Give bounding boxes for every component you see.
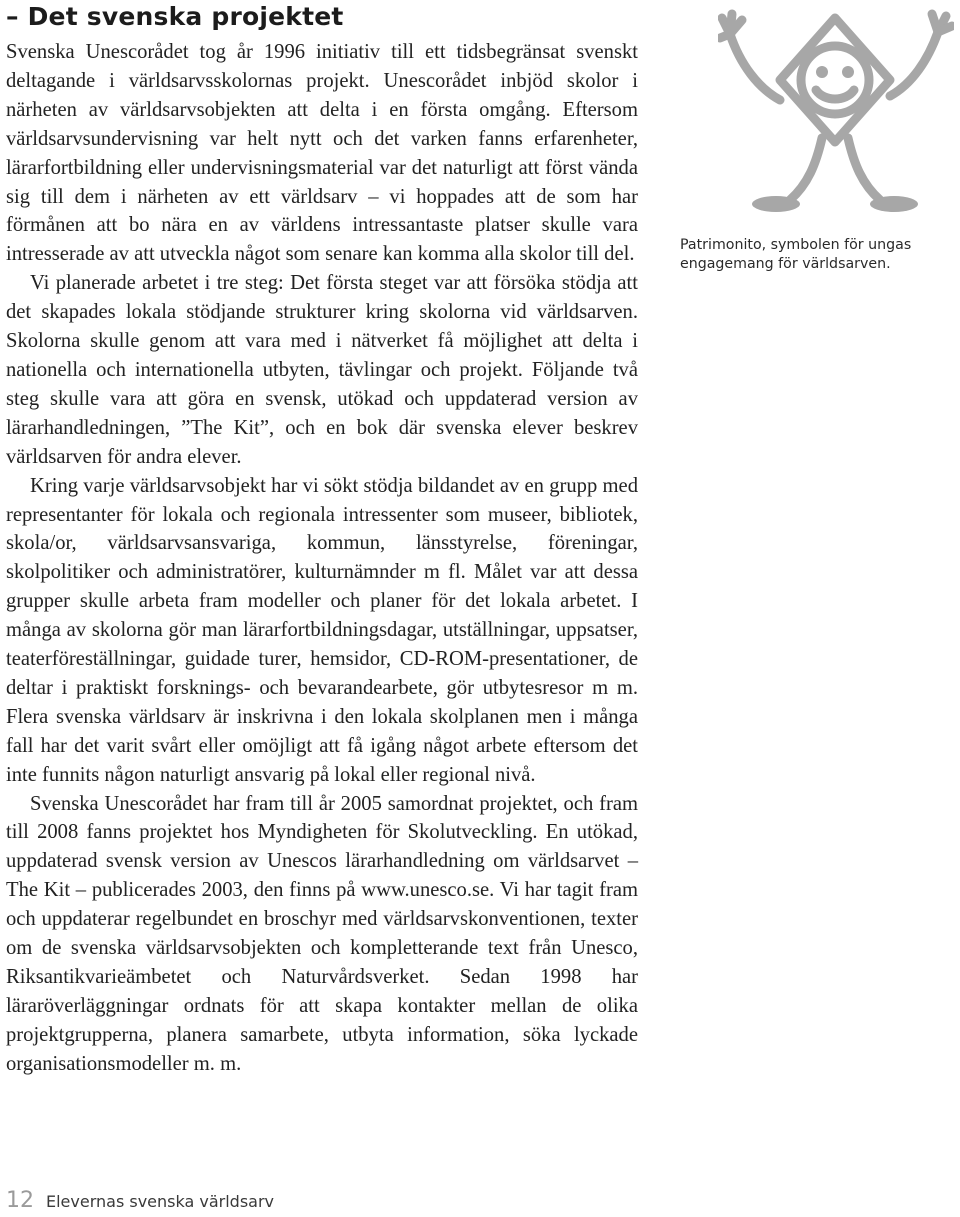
page-number: 12: [6, 1188, 34, 1213]
article-body: [6, 38, 638, 1079]
page-heading: – Det svenska projektet: [6, 2, 344, 31]
paragraph-coordination: Svenska Unescorådet har fram till år 2005 samordnat projektet, och fram till 2008 fanns projektet hos Myndigheten för Skolutveckling. En utökad, uppdaterad svensk version av Unescos lärarhandledning om världsarvet – The Kit – publicerades 2003, den finns på www.unesco.se. Vi har tagit fram och uppdaterar regelbundet en broschyr med världsarvskonventionen, texter om de svenska världsarvsobjekten och kompletterande text från Unesco, Riksantikvarieämbetet och Naturvårdsverket. Sedan 1998 har läraröverläggningar ordnats för att skapa kontakter mellan de olika projektgrupperna, planera samarbete, utbyta information, söka lyckade organisationsmodeller m. m.: [6, 792, 638, 1075]
publication-title: Elevernas svenska världsarv: [46, 1192, 275, 1211]
page-footer: [6, 1188, 274, 1216]
paragraph-groups: Kring varje världsarvsobjekt har vi sökt stödja bildandet av en grupp med representanter för lokala och regionala intressenter som museer, bibliotek, skola/or, världsarvsansvariga, kommun, länsstyrelse, föreningar, skolpolitiker och administratörer, kulturnämnder m fl. Målet var att dessa grupper skulle arbeta fram modeller och planer för det lokala arbetet. I många av skolorna gör man lärarfortbildningsdagar, utställningar, uppsatser, teaterföreställningar, guidade turer, hemsidor, CD-ROM-presentationer, de deltar i praktiskt forsknings- och bevarandearbete, gör utbytesresor m m. Flera svenska världsarv är inskrivna i den lokala skolplanen men i många fall har det varit svårt eller omöjligt att få igång något arbete eftersom det inte funnits någon naturligt ansvarig på lokal eller regional nivå.: [6, 474, 638, 786]
illustration-caption: Patrimonito, symbolen för ungas engagemang för världsarven.: [680, 237, 912, 272]
paragraph-plan: Vi planerade arbetet i tre steg: Det första steget var att försöka stödja att det skapades lokala stödjande strukturer kring skolorna vid världsarven. Skolorna skulle genom att vara med i nätverket få möjlighet att delta i nationella och internationella utbyten, tävlingar och projekt. Följande två steg skulle vara att göra en svensk, utökad och uppdaterad version av lärarhandledningen, ”The Kit”, och en bok där svenska elever beskrev världsarven för andra elever.: [6, 272, 638, 468]
patrimonito-mascot-icon: [718, 4, 954, 216]
paragraph-intro: Svenska Unescorådet tog år 1996 initiativ till ett tidsbegränsat svenskt deltagande i världsarvsskolornas projekt. Unescorådet inbjöd skolor i närheten av världsarvsobjekten att delta i en första omgång. Eftersom världsarvsundervisning var helt nytt och det varken fanns erfarenheter, lärarfortbildning eller undervisningsmaterial var det naturligt att först vända sig till dem i närheten av ett världsarv – vi hoppades att de som har förmånen att bo nära en av världens intressantaste platser skulle vara intresserade av att utveckla något som senare kan komma alla skolor till del.: [6, 41, 638, 266]
